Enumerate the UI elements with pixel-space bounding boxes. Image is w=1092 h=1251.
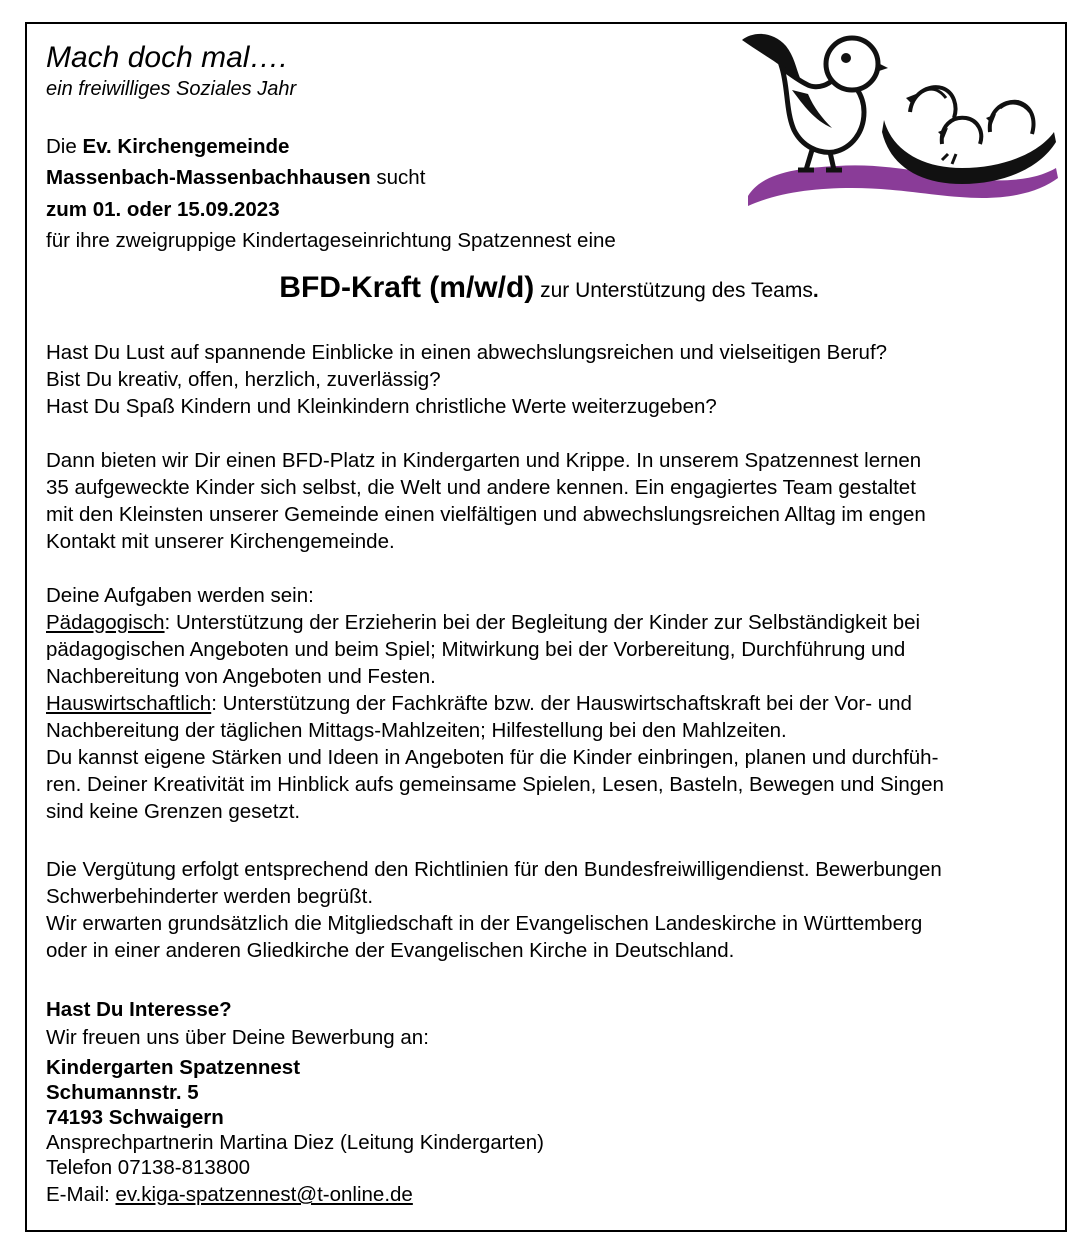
job-period: . bbox=[812, 279, 819, 302]
church-name: Ev. Kirchengemeinde bbox=[82, 135, 290, 158]
terms-line: oder in einer anderen Gliedkirche der Evangelischen Kirche in Deutschland. bbox=[46, 939, 735, 962]
contact-phone: Telefon 07138-813800 bbox=[46, 1156, 251, 1179]
haus-line-2: Nachbereitung der täglichen Mittags-Mahlzeiten; Hilfestellung bei den Mahlzeiten. bbox=[46, 719, 787, 742]
intro-prefix: Die bbox=[46, 135, 83, 158]
contact-org: Kindergarten Spatzennest bbox=[46, 1056, 301, 1079]
contact-person: Ansprechpartnerin Martina Diez (Leitung Kindergarten) bbox=[46, 1131, 544, 1154]
start-date: zum 01. oder 15.09.2023 bbox=[46, 198, 280, 221]
offer-line: Dann bieten wir Dir einen BFD-Platz in Kindergarten und Krippe. In unserem Spatzennest lernen bbox=[46, 449, 922, 472]
terms-line: Wir erwarten grundsätzlich die Mitgliedschaft in der Evangelischen Landeskirche in Württemberg bbox=[46, 912, 923, 935]
offer-line: 35 aufgeweckte Kinder sich selbst, die Welt und andere kennen. Ein engagiertes Team gestaltet bbox=[46, 476, 916, 499]
offer-line: Kontakt mit unserer Kirchengemeinde. bbox=[46, 530, 395, 553]
intro-line-2 bbox=[46, 164, 425, 191]
parish-name: Massenbach-Massenbachhausen bbox=[46, 166, 371, 189]
own-line-1: Du kannst eigene Stärken und Ideen in Angeboten für die Kinder einbringen, planen und durchfüh- bbox=[46, 746, 939, 769]
paed-line-1 bbox=[46, 609, 920, 636]
job-title: BFD-Kraft (m/w/d) bbox=[279, 271, 535, 304]
intro-line-4: für ihre zweigruppige Kindertageseinrichtung Spatzennest eine bbox=[46, 229, 616, 252]
intro-line-1 bbox=[46, 133, 289, 160]
offer-line: mit den Kleinsten unserer Gemeinde einen vielfältigen und abwechslungsreichen Alltag im engen bbox=[46, 503, 926, 526]
tasks-heading: Deine Aufgaben werden sein: bbox=[46, 584, 314, 607]
job-title-line bbox=[46, 271, 1052, 304]
terms-line: Schwerbehinderter werden begrüßt. bbox=[46, 885, 374, 908]
paed-text: : Unterstützung der Erzieherin bei der Begleitung der Kinder zur Selbständigkeit bei bbox=[164, 611, 921, 634]
email-label: E-Mail: bbox=[46, 1183, 116, 1206]
paed-line-2: pädagogischen Angeboten und beim Spiel; Mitwirkung bei der Vorbereitung, Durchführung und bbox=[46, 638, 906, 661]
contact-city: 74193 Schwaigern bbox=[46, 1106, 224, 1129]
paed-line-3: Nachbereitung von Angeboten und Festen. bbox=[46, 665, 436, 688]
question-line: Bist Du kreativ, offen, herzlich, zuverlässig? bbox=[46, 368, 441, 391]
application-line: Wir freuen uns über Deine Bewerbung an: bbox=[46, 1026, 429, 1049]
job-subtitle: zur Unterstützung des Teams bbox=[534, 279, 813, 302]
question-line: Hast Du Spaß Kindern und Kleinkindern christliche Werte weiterzugeben? bbox=[46, 395, 717, 418]
subheadline: ein freiwilliges Soziales Jahr bbox=[46, 78, 297, 100]
interest-heading: Hast Du Interesse? bbox=[46, 998, 232, 1021]
haus-label: Hauswirtschaftlich bbox=[46, 692, 212, 715]
haus-text: : Unterstützung der Fachkräfte bzw. der Hauswirtschaftskraft bei der Vor- und bbox=[211, 692, 912, 715]
question-line: Hast Du Lust auf spannende Einblicke in einen abwechslungsreichen und vielseitigen Beruf? bbox=[46, 341, 888, 364]
haus-line-1 bbox=[46, 690, 912, 717]
terms-line: Die Vergütung erfolgt entsprechend den Richtlinien für den Bundesfreiwilligendienst. Bewerbungen bbox=[46, 858, 942, 881]
contact-street: Schumannstr. 5 bbox=[46, 1081, 199, 1104]
contact-email-line bbox=[46, 1181, 413, 1208]
headline: Mach doch mal…. bbox=[46, 41, 288, 74]
bird-nest-logo-icon bbox=[742, 28, 1060, 214]
email-link[interactable]: ev.kiga-spatzennest@t-online.de bbox=[115, 1183, 413, 1206]
paed-label: Pädagogisch bbox=[46, 611, 165, 634]
own-line-3: sind keine Grenzen gesetzt. bbox=[46, 800, 301, 823]
own-line-2: ren. Deiner Kreativität im Hinblick aufs gemeinsame Spielen, Lesen, Basteln, Bewegen und Singen bbox=[46, 773, 944, 796]
intro-suffix: sucht bbox=[370, 166, 426, 189]
